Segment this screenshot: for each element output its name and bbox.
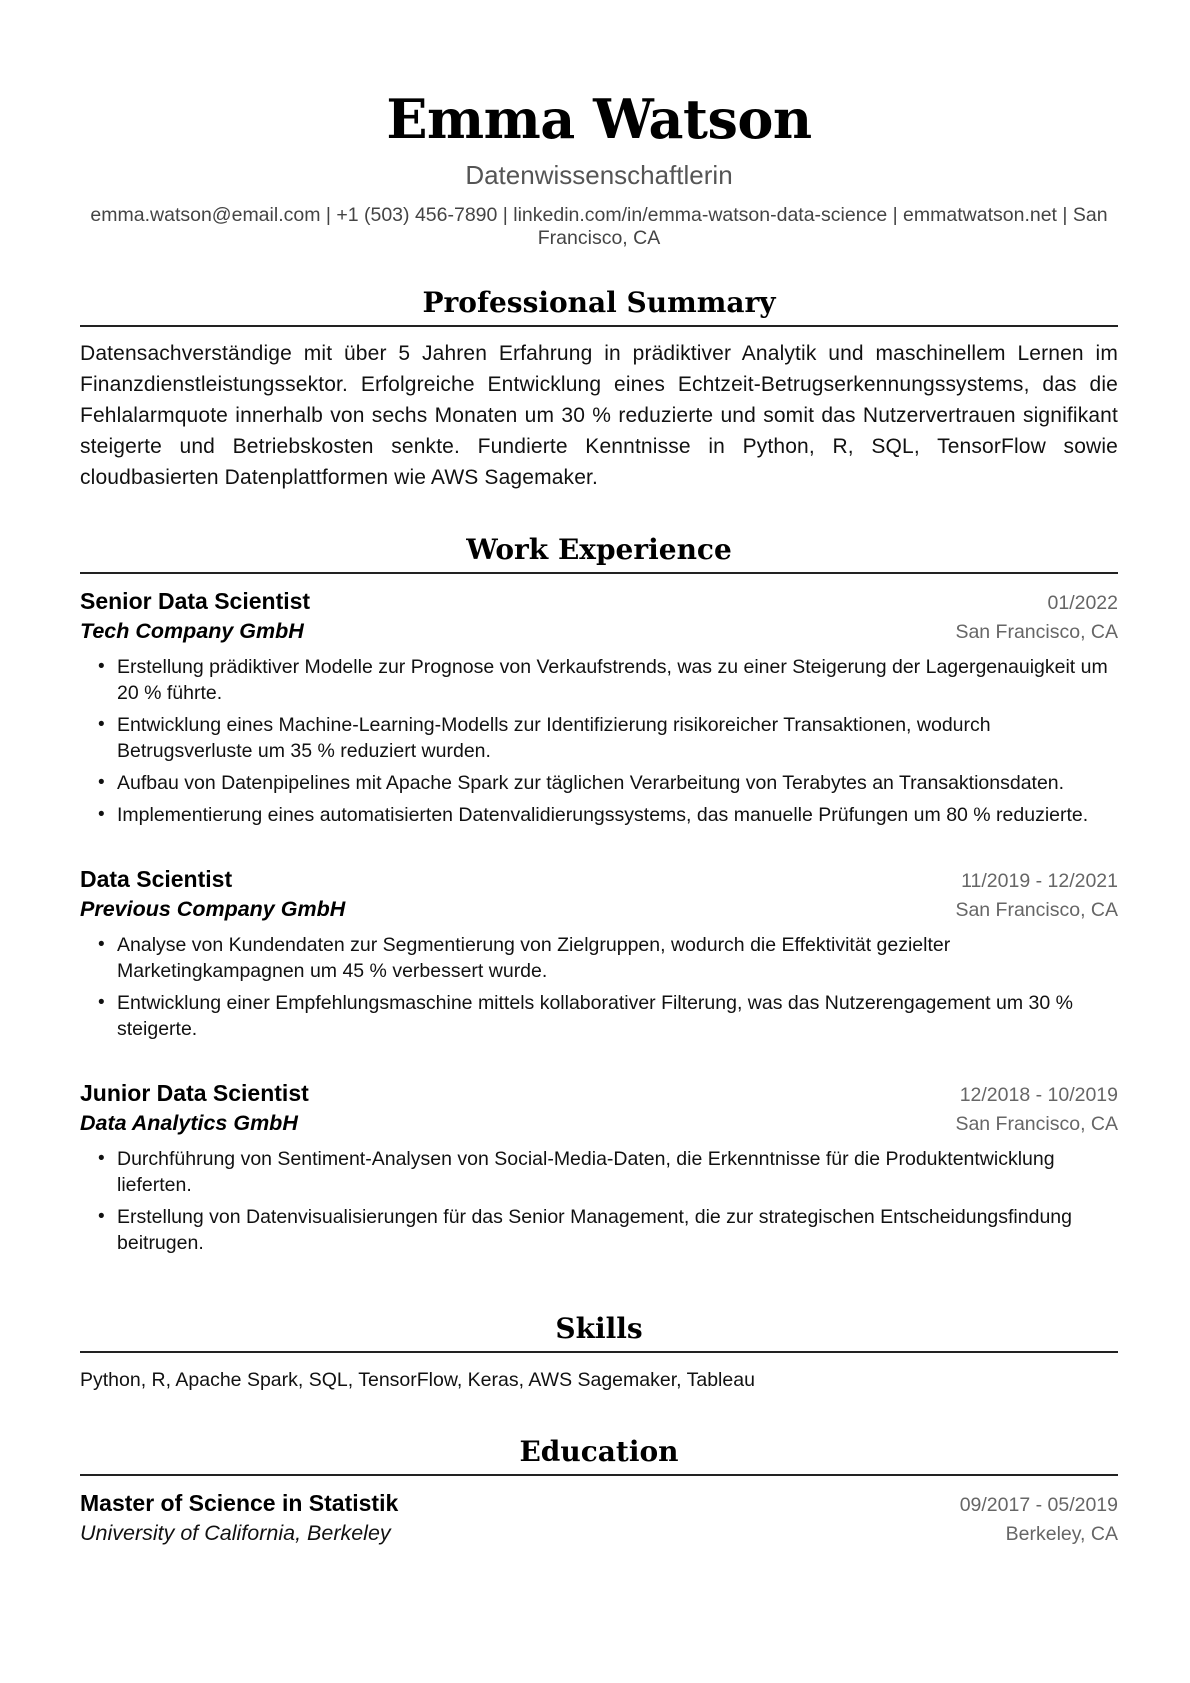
job-company: Tech Company GmbH [80, 619, 304, 643]
bullet-item: • Erstellung von Datenvisualisierungen für das Senior Management, die zur strategischen Entscheidungsfindung beitrugen. [117, 1204, 1118, 1256]
resume-page [80, 0, 1118, 1548]
skills-list: Python, R, Apache Spark, SQL, TensorFlow, Keras, AWS Sagemaker, Tableau [80, 1369, 755, 1391]
bullet-item: • Durchführung von Sentiment-Analysen von Social-Media-Daten, die Erkenntnisse für die Produktentwicklung lieferten. [117, 1146, 1118, 1198]
job-location: San Francisco, CA [955, 899, 1118, 921]
job-company: Previous Company GmbH [80, 897, 346, 921]
experience-heading: Work Experience [80, 533, 1118, 574]
job-bullets [80, 932, 1118, 1042]
school-name: University of California, Berkeley [80, 1521, 391, 1545]
education-date: 09/2017 - 05/2019 [959, 1494, 1118, 1516]
summary-heading: Professional Summary [80, 286, 1118, 327]
job-date: 12/2018 - 10/2019 [959, 1084, 1118, 1106]
bullet-item: • Entwicklung einer Empfehlungsmaschine mittels kollaborativer Filterung, was das Nutzerengagement um 30 % steigerte. [117, 990, 1118, 1042]
contact-line: emma.watson@email.com | +1 (503) 456-7890 | linkedin.com/in/emma-watson-data-science | emmatwatson.net | San Francisco, CA [90, 204, 1108, 249]
education-entry [80, 1488, 1118, 1548]
job-entry [80, 864, 1118, 1042]
experience-section [80, 533, 1118, 1256]
job-title: Data Scientist [80, 866, 233, 892]
resume-header [80, 88, 1118, 250]
job-entry [80, 586, 1118, 828]
bullet-item: • Entwicklung eines Machine-Learning-Modells zur Identifizierung risikoreicher Transaktionen, wodurch Betrugsverluste um 35 % reduziert wurden. [117, 712, 1118, 764]
job-bullets [80, 1146, 1118, 1256]
job-title-heading: Datenwissenschaftlerin [465, 160, 733, 190]
bullet-item: • Aufbau von Datenpipelines mit Apache Spark zur täglichen Verarbeitung von Terabytes an Transaktionsdaten. [117, 770, 1118, 796]
degree-title: Master of Science in Statistik [80, 1490, 399, 1516]
job-company: Data Analytics GmbH [80, 1111, 298, 1135]
summary-section [80, 286, 1118, 493]
education-heading: Education [80, 1435, 1118, 1476]
summary-text: Datensachverständige mit über 5 Jahren Erfahrung in prädiktiver Analytik und maschinellem Lernen im Finanzdienstleistungssektor. Erfolgreiche Entwicklung eines Echtzeit-Betrugserkennungssystems, das die Fehlalarmquote innerhalb von sechs Monaten um 30 % reduzierte und somit das Nutzervertrauen signifikant steigerte und Betriebskosten senkte. Fundierte Kenntnisse in Python, R, SQL, TensorFlow sowie cloudbasierten Datenplattformen wie AWS Sagemaker. [80, 342, 1118, 489]
job-title: Junior Data Scientist [80, 1080, 309, 1106]
education-location: Berkeley, CA [1005, 1523, 1118, 1545]
job-location: San Francisco, CA [955, 621, 1118, 643]
job-bullets [80, 654, 1118, 828]
job-date: 01/2022 [1047, 592, 1118, 614]
bullet-item: • Implementierung eines automatisierten Datenvalidierungssystems, das manuelle Prüfungen um 80 % reduzierte. [117, 802, 1118, 828]
job-entry [80, 1078, 1118, 1256]
job-title: Senior Data Scientist [80, 588, 311, 614]
job-date: 11/2019 - 12/2021 [961, 870, 1118, 892]
bullet-item: • Analyse von Kundendaten zur Segmentierung von Zielgruppen, wodurch die Effektivität gezielter Marketingkampagnen um 45 % verbessert wurde. [117, 932, 1118, 984]
skills-heading: Skills [80, 1312, 1118, 1353]
skills-section [80, 1312, 1118, 1393]
job-location: San Francisco, CA [955, 1113, 1118, 1135]
candidate-name: Emma Watson [386, 87, 812, 151]
bullet-item: • Erstellung prädiktiver Modelle zur Prognose von Verkaufstrends, was zu einer Steigerung der Lagergenauigkeit um 20 % führte. [117, 654, 1118, 706]
education-section [80, 1435, 1118, 1548]
